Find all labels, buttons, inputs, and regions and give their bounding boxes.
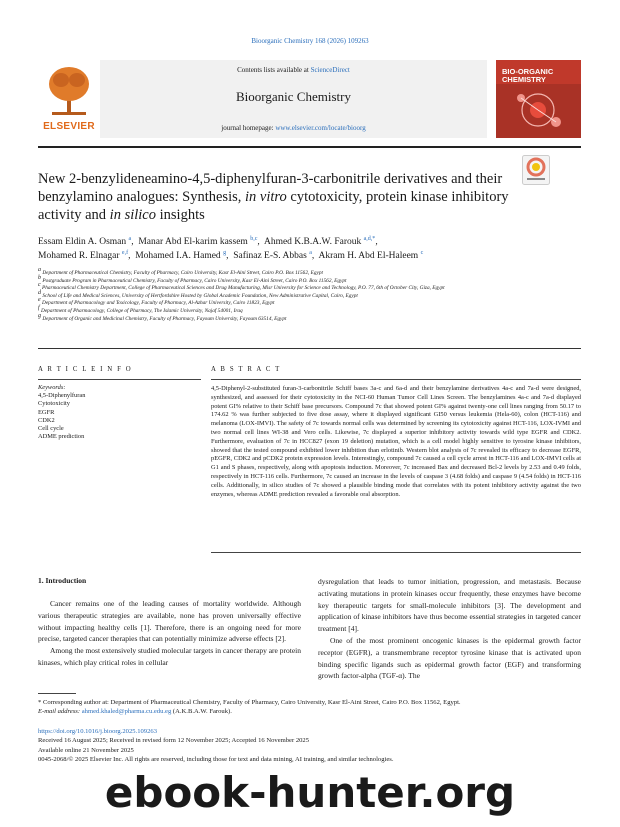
abstract-text: 4,5-Diphenyl-2-substituted furan-3-carbonitrile Schiff bases 3a-c and 6a-d and their benzylamine derivatives 4a-c and 7a-d were designed, synthesized, and assessed for their cytotoxicity in the NCI-60 Human Tumor Cell Lines Screen. The benzylamines 4a-c and 7a-d displayed potent GI% relative to their Schiff base precursors. Compound 7c that showed potent GI% against twenty-one cell lines ranging from 50.17 to 174.62 % was further subjected to five dose assay, where it displayed significant GI50 versus leukemia (Hela-60), colon (HCT-116) and melanoma (LOX-IMVI). The safety of 7c towards normal cells was determined by screening its cytotoxicity against HCT-116, LOX-IVMI and two normal cell lines WI-38 and Vero cells. Likewise, 7c displayed a superior inhibitory activity towards wild type EGFR and CDK2. Furthermore, evaluation of 7c in HCC827 (exon 19 deletion) mutation, which is a cell model highly sensitive to tyrosine kinase inhibitors, showed that the tested compound exhibited lower inhibition than erlotinib. Western blot analysis of 7c revealed its efficacy to decrease EGFR, pEGFR, CDK2 and pCDK2 protein expression levels. Interestingly, compound 7c caused a cell cycle arrest in HCT-116 and LOX-IMVI cells at G1 and S phases, respectively, along with apoptosis induction. Moreover, 7c increased Bax and decreased Bcl-2 levels by 2.53 and 0.49 folds, respectively in HCT-116 cells. Furthermore, 7c caused an increase in the levels of caspase 3 (4.68 folds) and caspase 9 (4.54 folds) in HCT-116 cells. Additionally, in silico studies of 7c showed a plausible binding mode that correlates with its potent inhibitory activity against the two enzymes, whereas ADME prediction revealed a favorable oral absorption. <box>211 385 581 498</box>
keyword: Cytotoxicity <box>38 400 70 408</box>
author-name[interactable]: Mohamed R. Elnagar <box>38 250 120 261</box>
affiliation-item: $^f$ Department of Pharmacology, College of Pharmacy, The Islamic University, Najaf 54001, Iraq <box>38 305 243 314</box>
affiliation-item: $^d$ School of Life and Medical Sciences, University of Hertfordshire Hosted by Global Academic Foundation, New Administrative Capital, Cairo, Egypt <box>38 290 358 299</box>
keyword: 4,5-Diphenylfuran <box>38 392 86 400</box>
contents-line: Contents lists available at ScienceDirect <box>237 66 350 74</box>
author-name[interactable]: Safinaz E-S. Abbas <box>233 250 307 261</box>
keyword: Cell cycle <box>38 425 64 433</box>
intro-paragraph: Cancer remains one of the leading causes of mortality worldwide. Although various therapeutic strategies are available, none has proven universally effective without impacting healthy cells [1]. Therefore, there is an ongoing need for more precise, targeted cancer therapies that can potentially minimize adverse effects [2]. <box>38 599 301 644</box>
journal-title: Bioorganic Chemistry <box>236 89 351 104</box>
received-dates: Received 16 August 2025; Received in revised form 12 November 2025; Accepted 16 November 2025 <box>38 737 310 745</box>
author-name[interactable]: Mohamed I.A. Hamed <box>135 250 221 261</box>
check-for-updates-icon[interactable] <box>522 155 550 185</box>
author-name[interactable]: Ahmed K.B.A.W. Farouk <box>263 237 362 247</box>
article-info-rule <box>38 379 201 380</box>
author-name[interactable]: Essam Eldin A. Osman <box>38 237 127 247</box>
cover-title: BIO-ORGANIC CHEMISTRY <box>502 67 554 84</box>
affiliation-item: $^g$ Department of Organic and Medicinal Chemistry, Faculty of Pharmacy, Fayoum University, Fayoum 63514, Egypt <box>38 312 287 322</box>
abstract-end-rule <box>211 552 581 553</box>
affiliations <box>38 267 581 323</box>
affiliation-item: $^a$ Department of Pharmaceutical Chemistry, Faculty of Pharmacy, Cairo University, Kasr El-Aini Street, Cairo P.O. Box 11562, Egypt <box>38 267 323 276</box>
homepage-link[interactable]: www.elsevier.com/locate/bioorg <box>275 124 366 132</box>
footnote-rule <box>38 693 76 694</box>
copyright-line: 0045-2068/© 2025 Elsevier Inc. All rights are reserved, including those for text and data mining, AI training, and similar technologies. <box>38 756 394 764</box>
corresponding-author-footnote: * Corresponding author at: Department of Pharmaceutical Chemistry, Faculty of Pharmacy, Cairo University, Kasr El-Aini Street, Cairo P.O. Box 11562, Egypt. E-mail address: ahmed.khaled@pharma.cu.edu.eg (A.K.B.A.W. Farouk). <box>38 699 461 715</box>
keyword: EGFR <box>38 408 55 416</box>
sciencedirect-link[interactable]: ScienceDirect <box>310 66 350 74</box>
article-info-heading: A R T I C L E I N F O <box>38 366 133 373</box>
affiliation-item: $^b$ Postgraduate Program in Pharmaceutical Chemistry, Faculty of Pharmacy, Cairo University, Kasr El-Aini Street, Cairo P.O. Box 11562, Egypt <box>38 274 347 284</box>
intro-paragraph: dysregulation that leads to tumor initiation, progression, and metastasis. Because activating mutations in protein kinases occur frequently, these enzymes have become key therapeutic targets for small-molecule inhibitors [3]. The development and application of kinase inhibitors have thus become essential strategies in targeted cancer treatment [4]. <box>318 577 581 634</box>
journal-cover <box>496 60 581 138</box>
author-list: Essam Eldin A. Osman $^a$, Manar Abd El-karim kassem $^{b,c}$, Ahmed K.B.A.W. Farouk $^{a,d,*}$, Mohamed R. Elnagar $^{e,f}$, Mohamed I.A. Hamed $^g$, Safinaz E-S. Abbas $^a$, Akram H. Abd El-Haleem $^c$ <box>38 235 424 261</box>
elsevier-wordmark: ELSEVIER <box>43 121 95 132</box>
article-title: New 2-benzylideneamino-4,5-diphenylfuran-3-carbonitrile derivatives and their benzylamino analogues: Synthesis, in vitro cytotoxicity, protein kinase inhibitory activity and in silico insights <box>38 171 509 223</box>
cover-molecule-image <box>496 84 581 138</box>
abstract-rule <box>211 379 581 380</box>
elsevier-tree-icon <box>46 64 92 118</box>
homepage-line: journal homepage: www.elsevier.com/locate/bioorg <box>221 124 366 132</box>
affiliation-item: $^e$ Department of Pharmacology and Toxicology, Faculty of Pharmacy, Al-Azhar University, Cairo 11823, Egypt <box>38 297 275 307</box>
intro-paragraph: Among the most extensively studied molecular targets in cancer therapy are protein kinases, which play critical roles in cellular <box>38 646 301 667</box>
author-name[interactable]: Akram H. Abd El-Haleem <box>318 250 419 261</box>
intro-left-column <box>38 598 301 669</box>
introduction-heading: 1. Introduction <box>38 576 87 585</box>
keywords-block <box>38 384 201 441</box>
keyword: CDK2 <box>38 416 55 424</box>
author-name[interactable]: Manar Abd El-karim kassem <box>138 237 248 247</box>
available-date: Available online 21 November 2025 <box>38 746 134 754</box>
doi-link[interactable]: https://doi.org/10.1016/j.bioorg.2025.109263 <box>38 728 157 735</box>
header-rule <box>38 146 581 148</box>
keywords-label: Keywords: <box>38 384 66 391</box>
intro-paragraph: One of the most prominent oncogenic kinases is the epidermal growth factor receptor (EGFR), a transmembrane receptor tyrosine kinase that is activated upon binding specific ligands such as epidermal growth factor (EGF) and transforming growth factor-alpha (TGF-α). The <box>318 635 581 681</box>
journal-reference[interactable]: Bioorganic Chemistry 168 (2026) 109263 <box>251 37 369 45</box>
watermark: ebook-hunter.org <box>104 768 516 817</box>
email-link[interactable]: ahmed.khaled@pharma.cu.edu.eg <box>81 708 172 715</box>
abstract-heading: A B S T R A C T <box>211 366 281 373</box>
affiliation-item: $^c$ Pharmaceutical Chemistry Department, College of Pharmaceutical Sciences and Drug Manufacturing, Misr University for Science and Technology, P.O. 77, 6th of October City, Giza, Egypt <box>38 282 445 292</box>
publication-info <box>38 727 581 765</box>
section-rule <box>38 348 581 349</box>
keyword: ADME prediction <box>38 433 85 441</box>
intro-right-column <box>318 576 581 682</box>
